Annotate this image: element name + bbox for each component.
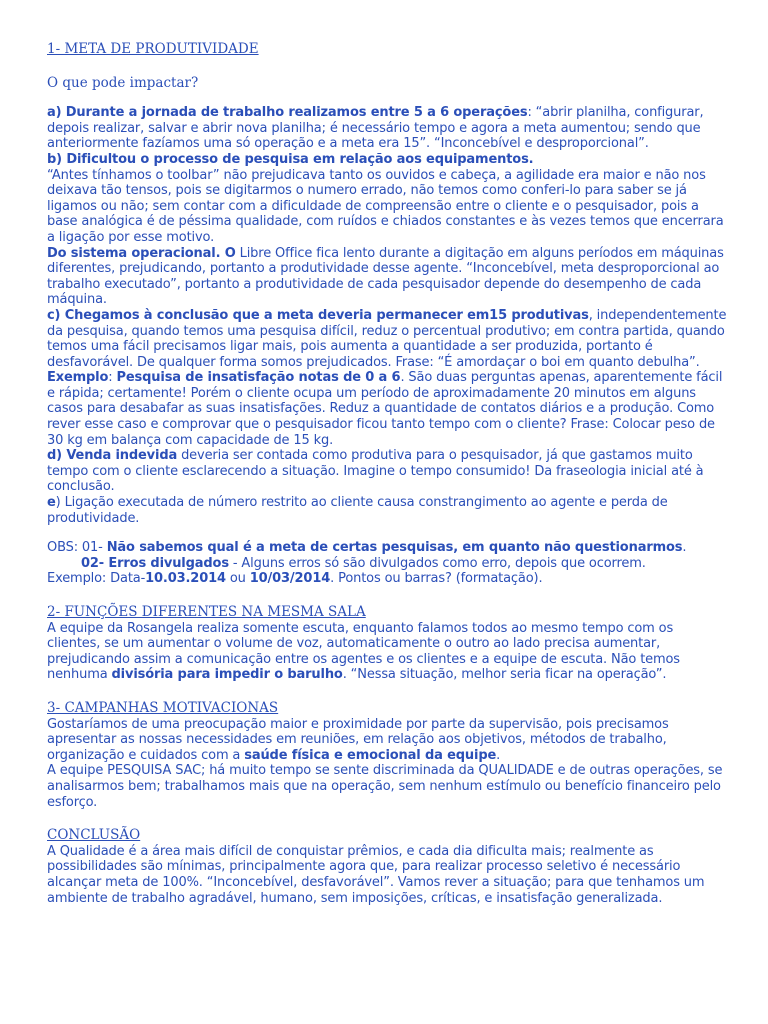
item-e <box>47 495 727 526</box>
example-dates <box>47 571 727 587</box>
item-a-text: : “abrir planilha, configurar, depois realizar, salvar e abrir nova planilha; é necessário tempo e agora a meta aumentou; sendo que anteriormente fazíamos uma só operação e a meta era 15”. “Inconcebível e desproporcional”. <box>47 105 704 152</box>
item-a-lead: a) Durante a jornada de trabalho realizamos entre 5 a 6 operações <box>47 105 528 121</box>
example-sep: : <box>108 370 117 386</box>
item-system <box>47 246 727 308</box>
item-c-text: , independentemente da pesquisa, quando temos uma pesquisa difícil, reduz o percentual produtivo; em contra partida, quando temos uma fácil precisamos ligar mais, pois aumenta a quantidade a ser produzida, portanto é desfavorável. De qualquer forma somos prejudicados. Frase: “É amordaçar o boi em quanto debulha”. <box>47 307 727 370</box>
section-3-text <box>47 717 727 764</box>
example-dates-prefix: Exemplo: Data- <box>47 571 146 587</box>
obs-1-text: Não sabemos qual é a meta de certas pesquisas, em quanto não questionarmos <box>106 540 683 556</box>
item-e-lead: e <box>47 495 56 511</box>
item-b-lead: b) Dificultou o processo de pesquisa em relação aos equipamentos. <box>47 151 534 167</box>
item-system-lead: Do sistema operacional. O <box>47 245 236 261</box>
obs-prefix: OBS: 01- <box>47 540 107 556</box>
section-2-text-2: . “Nessa situação, melhor seria ficar na operação”. <box>342 667 667 683</box>
item-d-lead: d) Venda indevida <box>47 448 178 464</box>
conclusion-title: CONCLUSÃO <box>47 827 141 844</box>
conclusion-text: A Qualidade é a área mais difícil de conquistar prêmios, e cada dia dificulta mais; realmente as possibilidades são mínimas, principalmente agora que, para realizar processo seletivo é necessário alcançar meta de 100%. “Inconcebível, desfavorável”. Vamos rever a situação; para que tenhamos um ambiente de trabalho agradável, humano, sem imposições, críticas, e insatisfação generalizada. <box>47 843 705 906</box>
document-page <box>47 42 727 906</box>
example-text: . São duas perguntas apenas, aparentemente fácil e rápida; certamente! Porém o cliente ocupa um período de aproximadamente 20 minutos em alguns casos para desabafar as suas insatisfações. Reduz a quantidade de contatos diários e a produção. Como rever esse caso e comprovar que o pesquisador ficou tanto tempo com o cliente? Frase: Colocar peso de 30 kg em balança com capacidade de 15 kg. <box>47 370 723 448</box>
item-c-lead: c) Chegamos à conclusão que a meta deveria permanecer em15 produtivas <box>47 307 589 323</box>
item-system-text: Libre Office fica lento durante a digitação em alguns períodos em máquinas diferentes, prejudicando, portanto a produtividade desse agente. “Inconcebível, meta desproporcional ao trabalho executado”, portanto a produtividade de cada pesquisador depende do desempenho de cada máquina. <box>47 245 724 308</box>
item-c <box>47 308 727 370</box>
section-2-text <box>47 621 727 683</box>
item-example <box>47 370 727 448</box>
section-3-text-1: Gostaríamos de uma preocupação maior e proximidade por parte da supervisão, pois precisamos apresentar as nossas necessidades em reuniões, em relação aos objetivos, métodos de trabalho, organização e cuidados com a <box>47 716 669 763</box>
item-b <box>47 152 727 246</box>
item-a <box>47 105 727 152</box>
item-d <box>47 448 727 495</box>
section-1-title: 1- META DE PRODUTIVIDADE <box>47 41 259 57</box>
item-b-text: “Antes tínhamos o toolbar” não prejudicava tanto os ouvidos e cabeça, a agilidade era maior e não nos deixava tão tensos, pois se digitarmos o numero errado, não temos como conferi-lo para saber se já ligamos ou não; sem contar com a dificuldade de compreensão entre o cliente e o pesquisador, pois a base analógica é de péssima qualidade, com ruídos e chiados constantes e às vezes temos que encerrara a ligação por esse motivo. <box>47 167 724 245</box>
section-3-text-2: . <box>496 747 501 763</box>
example-date-2: 10/03/2014 <box>249 571 331 587</box>
item-d-text: deveria ser contada como produtiva para o pesquisador, já que gastamos muito tempo com o cliente esclarecendo a situação. Imagine o tempo consumido! Da fraseologia inicial até à conclusão. <box>47 448 704 495</box>
section-3-bold: saúde física e emocional da equipe <box>244 747 497 763</box>
section-3-text-3: A equipe PESQUISA SAC; há muito tempo se sente discriminada da QUALIDADE e de outras operações, se analisarmos bem; trabalhamos mais que na operação, sem nenhum estímulo ou benefício financeiro pelo esforço. <box>47 763 723 810</box>
example-lead: Exemplo <box>47 370 109 386</box>
obs-2 <box>47 556 727 572</box>
obs-1 <box>47 540 727 556</box>
section-3-title: 3- CAMPANHAS MOTIVACIONAS <box>47 699 279 716</box>
obs-1-end: . <box>682 540 687 556</box>
question-heading: O que pode impactar? <box>47 74 199 91</box>
example-dates-or: ou <box>225 571 250 587</box>
section-2-title: 2- FUNÇÕES DIFERENTES NA MESMA SALA <box>47 604 366 620</box>
example-title: Pesquisa de insatisfação notas de 0 a 6 <box>116 370 401 386</box>
example-dates-end: . Pontos ou barras? (formatação). <box>330 571 543 587</box>
item-e-text: ) Ligação executada de número restrito ao cliente causa constrangimento ao agente e perda de produtividade. <box>47 495 668 526</box>
obs-2-lead: 02- Erros divulgados <box>81 555 229 571</box>
section-2-text-1: A equipe da Rosangela realiza somente escuta, enquanto falamos todos ao mesmo tempo com os clientes, se um aumentar o volume de voz, automaticamente o outro ao lado precisa aumentar, prejudicando assim a comunicação entre os agentes e os clientes e a equipe de escuta. Não temos nenhuma <box>47 620 680 683</box>
section-2-bold: divisória para impedir o barulho <box>111 667 343 683</box>
example-date-1: 10.03.2014 <box>145 571 226 587</box>
obs-2-text: - Alguns erros só são divulgados como erro, depois que ocorrem. <box>228 555 646 571</box>
